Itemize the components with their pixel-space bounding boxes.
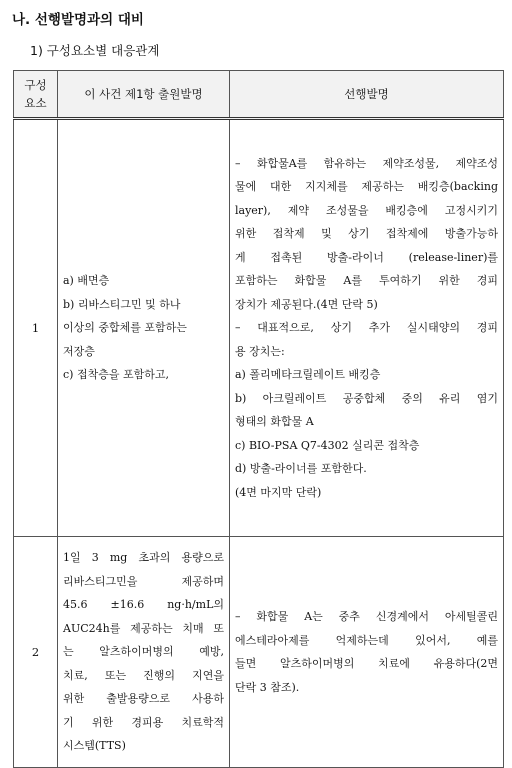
text-line: 45.6 ±16.6 ng·h/mL의 [63,598,224,612]
text-line: layer), 제약 조성물을 배킹층에 고정시키기 [235,203,498,217]
text-line: 위한 접착제 및 상기 접착제에 방출가능하 [235,227,498,241]
table-row [14,537,504,768]
text-line: (4면 마지막 단락) [235,485,322,499]
text-line: AUC24h를 제공하는 치매 또 [63,621,224,635]
text-line: 시스템(TTS) [63,739,126,753]
text-line: 장치가 제공된다.(4면 단락 5) [235,297,378,311]
text-line: c) BIO-PSA Q7-4302 실리콘 접착층 [235,438,420,452]
text-line: a) 폴리메타크릴레이트 배킹층 [235,368,381,382]
claim-cell [58,537,230,768]
text-line: 물에 대한 지지체를 제공하는 배킹층(backing [235,180,498,194]
header-component-line2: 요소 [24,96,47,110]
text-line: – 화합물 A는 중추 신경계에서 아세틸콜린 [235,610,498,623]
table-row [14,119,504,537]
header-component-line1: 구성 [24,78,47,92]
text-line: b) 아크릴레이트 공중합체 중의 유리 염기 [235,391,498,405]
text-line: 이상의 중합체를 포함하는 [63,321,187,335]
text-line: 용 장치는: [235,344,285,358]
text-line: 1일 3 mg 초과의 용량으로 [63,551,224,565]
prior-art-cell [230,537,504,768]
text-line: 치료, 또는 진행의 지연을 [63,668,224,682]
table-header-row [14,71,504,119]
text-line: 단락 3 참조). [235,680,300,694]
row-number: 1 [14,119,58,537]
row-number: 2 [14,537,58,768]
text-line: 리바스티그민을 제공하며 [63,574,224,588]
text-line: 위한 출발용량으로 사용하 [63,692,224,706]
header-component [14,71,58,119]
text-line: 들면 알츠하이머병의 치료에 유용하다(2면 [235,657,498,670]
text-line: 포함하는 화합물 A를 투여하기 위한 경피 [235,274,498,288]
text-line: c) 접착층을 포함하고, [63,368,169,382]
section-heading: 나. 선행발명과의 대비 [12,12,144,28]
text-line: – 대표적으로, 상기 추가 실시태양의 경피 [235,321,498,335]
text-line: d) 방출-라이너를 포함한다. [235,462,367,476]
sub-heading: 1) 구성요소별 대응관계 [30,43,160,58]
text-line: 저장층 [63,344,95,358]
text-line: 게 접촉된 방출-라이너 (release-liner)를 [235,250,498,264]
header-claim: 이 사건 제1항 출원발명 [58,71,230,119]
text-line: 는 알츠하이머병의 예방, [63,645,224,659]
header-prior-art: 선행발명 [230,71,504,119]
comparison-table [13,70,504,768]
claim-cell [58,119,230,537]
text-line: 에스테라아제를 억제하는데 있어서, 예를 [235,633,498,647]
text-line: a) 배면층 [63,274,110,288]
text-line: b) 리바스티그민 및 하나 [63,297,181,311]
text-line: – 화합물A를 함유하는 제약조성물, 제약조성 [235,156,498,170]
text-line: 기 위한 경피용 치료학적 [63,715,224,729]
prior-art-cell [230,119,504,537]
text-line: 형태의 화합물 A [235,415,314,429]
